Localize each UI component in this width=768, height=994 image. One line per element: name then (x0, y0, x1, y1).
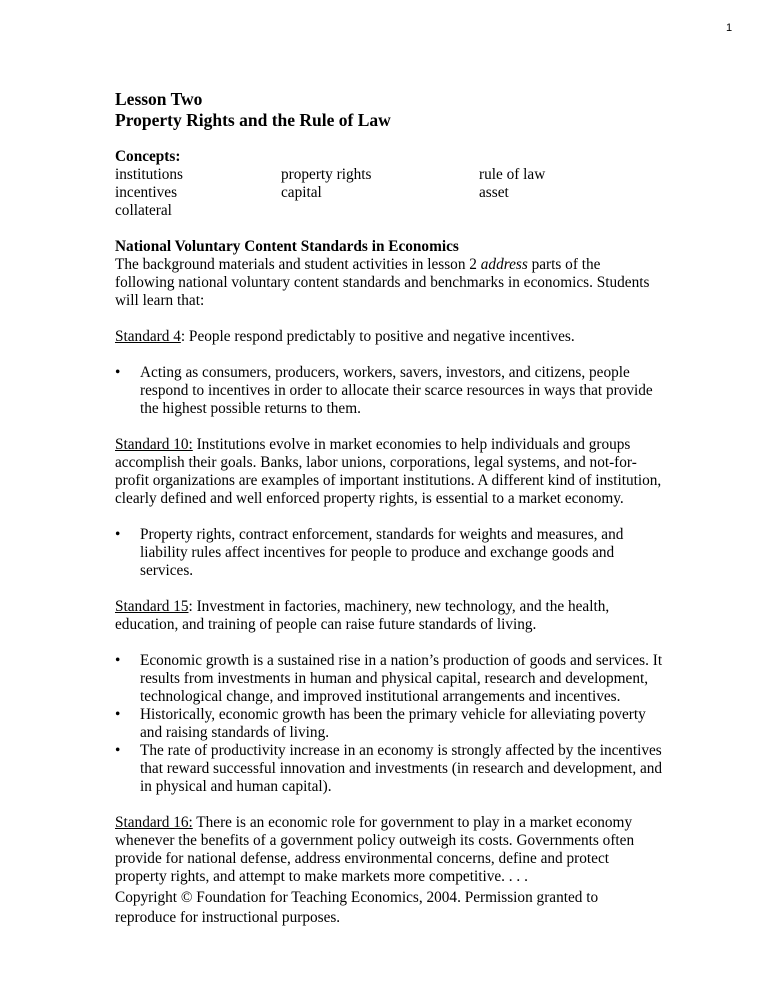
concept-term: incentives (115, 184, 178, 201)
standard-label: Standard 4 (115, 328, 181, 345)
standard-label: Standard 15 (115, 598, 189, 615)
title-line-1: Lesson Two (115, 89, 203, 109)
standards-heading: National Voluntary Content Standards in Economics (115, 238, 459, 255)
standard-10-benchmarks (115, 526, 663, 580)
copyright-notice: Copyright © Foundation for Teaching Economics, 2004. Permission granted to reproduce for instructional purposes. (115, 889, 599, 926)
concepts-heading: Concepts: (115, 148, 181, 165)
standards-intro: The background materials and student activities in lesson 2 address parts of the following national voluntary content standards and benchmarks in economics. Students will learn that: (115, 256, 650, 309)
standard-4-benchmarks (115, 364, 663, 418)
benchmark-item: • Economic growth is a sustained rise in a nation’s production of goods and services. It results from investments in human and physical capital, research and development, technological change, and improved institutional arrangements and incentives. (115, 652, 663, 706)
concepts-grid (115, 166, 663, 220)
concept-term: capital (281, 184, 322, 201)
standard-16: Standard 16: There is an economic role for government to play in a market economy whenever the benefits of a government policy outweigh its costs. Governments often provide for national defense, address environmental concerns, define and protect property rights, and attempt to make markets more competitive. . . . (115, 814, 635, 885)
page-number: 1 (726, 22, 733, 34)
benchmark-item: • The rate of productivity increase in an economy is strongly affected by the incentives that reward successful innovation and investments (in research and development, and in physical and human capital). (115, 742, 663, 796)
concept-term: collateral (115, 202, 172, 219)
concept-term: institutions (115, 166, 183, 183)
standard-label: Standard 16: (115, 814, 193, 831)
benchmark-item: • Acting as consumers, producers, workers, savers, investors, and citizens, people respond to incentives in order to allocate their scarce resources in ways that provide the highest possible returns to them. (115, 364, 663, 418)
title-line-2: Property Rights and the Rule of Law (115, 110, 391, 130)
benchmark-item: • Historically, economic growth has been the primary vehicle for alleviating poverty and raising standards of living. (115, 706, 663, 742)
lesson-title (115, 89, 663, 131)
concept-term: asset (479, 184, 509, 201)
concept-term: rule of law (479, 166, 546, 183)
standard-15-benchmarks (115, 652, 663, 796)
standard-10: Standard 10: Institutions evolve in market economies to help individuals and groups accomplish their goals. Banks, labor unions, corporations, legal systems, and not-for-profit organizations are examples of important institutions. A different kind of institution, clearly defined and well enforced property rights, is essential to a market economy. (115, 436, 662, 507)
document-body (115, 89, 663, 928)
standard-label: Standard 10: (115, 436, 193, 453)
standard-15: Standard 15: Investment in factories, machinery, new technology, and the health, education, and training of people can raise future standards of living. (115, 598, 610, 633)
benchmark-item: • Property rights, contract enforcement, standards for weights and measures, and liability rules affect incentives for people to produce and exchange goods and services. (115, 526, 663, 580)
standard-4: Standard 4: People respond predictably to positive and negative incentives. (115, 328, 575, 345)
concept-term: property rights (281, 166, 372, 183)
